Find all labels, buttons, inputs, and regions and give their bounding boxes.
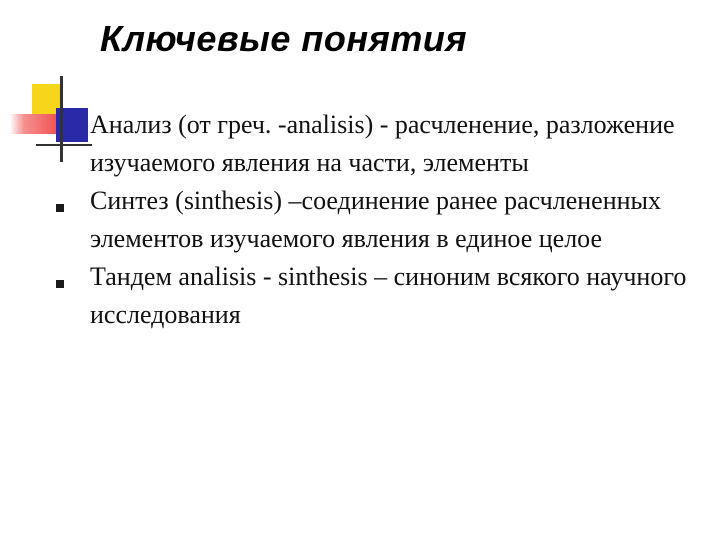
decorative-vertical-line <box>60 76 63 162</box>
list-item-text: Синтез (sinthesis) –соединение ранее расчлененных элементов изучаемого явления в единое целое <box>90 186 661 253</box>
bullet-list <box>90 106 690 334</box>
list-item-analysis <box>90 106 690 182</box>
list-item-text: Тандем analisis - sinthesis – синоним всякого научного исследования <box>90 262 687 329</box>
list-item-synthesis <box>90 182 690 258</box>
list-item-text: Анализ (от греч. -analisis) - расчленение, разложение изучаемого явления на части, элементы <box>90 110 675 177</box>
slide-title: Ключевые понятия <box>100 18 468 59</box>
bullet-square-icon <box>56 280 64 288</box>
decorative-horizontal-line <box>36 144 92 146</box>
list-item-tandem <box>90 258 690 334</box>
bullet-square-icon <box>56 204 64 212</box>
